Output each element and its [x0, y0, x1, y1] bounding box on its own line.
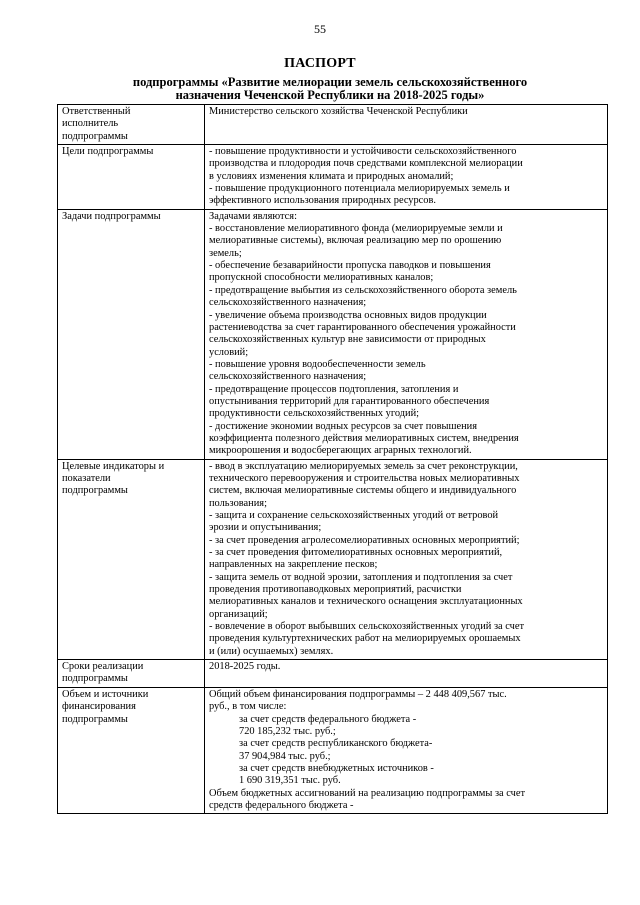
row-label-line: Объем и источники — [62, 688, 149, 700]
row-content-line: сельскохозяйственного назначения; — [209, 297, 367, 309]
passport-table — [57, 104, 608, 814]
row-label-cell — [58, 459, 205, 660]
row-label-cell — [58, 687, 205, 813]
financing-line: руб., в том числе: — [209, 701, 287, 713]
row-label-line: Сроки реализации — [62, 661, 144, 673]
document-title: ПАСПОРТ — [284, 56, 356, 71]
row-content-line: - ввод в эксплуатацию мелиорируемых земель за счет реконструкции, — [209, 460, 518, 472]
table-row — [58, 209, 608, 459]
row-content-line: - предотвращение выбытия из сельскохозяйственного оборота земель — [209, 284, 517, 296]
row-label-line: подпрограммы — [62, 713, 128, 725]
row-content-line: систем, включая мелиоративные системы общего и индивидуального — [209, 485, 517, 497]
row-content-line: сельскохозяйственных культур вне зависимости от природных — [209, 334, 486, 346]
row-content-cell — [205, 209, 608, 459]
row-content-line: производства и плодородия почв средствами комплексной мелиорации — [209, 158, 523, 170]
row-label-cell — [58, 209, 205, 459]
row-content-line: Министерство сельского хозяйства Чеченской Республики — [209, 106, 468, 117]
financing-line: Общий объем финансирования подпрограммы – 2 448 409,567 тыс. — [209, 688, 507, 700]
row-content-line: эрозии и опустынивания; — [209, 522, 322, 534]
subtitle-line: подпрограммы «Развитие мелиорации земель сельскохозяйственного — [132, 75, 528, 89]
row-content-line: - повышение продуктивности и устойчивости сельскохозяйственного — [209, 146, 517, 158]
row-content-line: эффективного использования природных ресурсов. — [209, 195, 436, 207]
row-label-line: Ответственный — [62, 106, 131, 117]
row-label-line: Задачи подпрограммы — [62, 210, 161, 222]
row-content-line: в условиях изменения климата и природных аномалий; — [209, 170, 454, 182]
row-label-cell — [58, 660, 205, 688]
row-content-line: - достижение экономии водных ресурсов за счет повышения — [209, 420, 477, 432]
table-row — [58, 145, 608, 210]
row-content-line: проведения противопаводковых мероприятий, расчистки — [209, 584, 462, 596]
row-content-line: земель; — [209, 247, 242, 259]
financing-line: 37 904,984 тыс. руб.; — [239, 750, 331, 762]
row-label-line: Целевые индикаторы и — [62, 460, 165, 472]
row-content-line: Задачами являются: — [209, 210, 297, 222]
page-number: 55 — [314, 22, 326, 36]
financing-line: за счет средств внебюджетных источников - — [239, 762, 434, 774]
row-label-line: финансирования — [62, 701, 136, 713]
row-content-cell — [205, 145, 608, 210]
row-content-line: 2018-2025 годы. — [209, 661, 281, 673]
row-label-line: исполнитель — [62, 118, 119, 130]
row-content-line: технического перевооружения и строительства новых мелиоративных — [209, 472, 520, 484]
row-content-line: и (или) осушаемых) землях. — [209, 645, 334, 657]
financing-line: Объем бюджетных ассигнований на реализацию подпрограммы за счет — [209, 787, 526, 799]
subtitle-line: назначения Чеченской Республики на 2018-2025 годы» — [175, 88, 485, 102]
row-content-line: - вовлечение в оборот выбывших сельскохозяйственных угодий за счет — [209, 621, 525, 633]
row-content-line: пропускной способности мелиоративных каналов; — [209, 272, 434, 284]
row-content-line: мелиоративные системы), включая реализацию мер по орошению — [209, 235, 502, 247]
row-content-cell — [205, 105, 608, 145]
row-label-line: подпрограммы — [62, 130, 128, 142]
row-content-line: продуктивности сельскохозяйственных угодий; — [209, 408, 420, 420]
row-label-line: Цели подпрограммы — [62, 146, 154, 158]
table-row — [58, 459, 608, 660]
financing-line: 1 690 319,351 тыс. руб. — [239, 775, 341, 787]
financing-line: за счет средств республиканского бюджета- — [239, 738, 433, 750]
row-content-line: микроорошения и водосберегающих аграрных технологий. — [209, 445, 472, 457]
row-content-line: сельскохозяйственного назначения; — [209, 371, 367, 383]
row-content-line: коэффициента полезного действия мелиоративных систем, внедрения — [209, 432, 519, 444]
row-content-line: пользования; — [209, 497, 267, 509]
row-content-cell — [205, 660, 608, 688]
row-label-cell — [58, 145, 205, 210]
financing-line: 720 185,232 тыс. руб.; — [239, 725, 336, 737]
row-content-line: - предотвращение процессов подтопления, затопления и — [209, 383, 459, 395]
row-content-cell — [205, 459, 608, 660]
row-content-line: - увеличение объема производства основных видов продукции — [209, 309, 487, 321]
row-content-cell — [205, 687, 608, 813]
row-label-cell — [58, 105, 205, 145]
table-row — [58, 660, 608, 688]
row-content-line: - за счет проведения агролесомелиоративных основных мероприятий; — [209, 534, 520, 546]
financing-line: средств федерального бюджета - — [209, 799, 354, 811]
row-content-line: опустынивания территорий для гарантированного обеспечения — [209, 395, 490, 407]
row-label-line: показатели — [62, 472, 111, 484]
row-content-line: растениеводства за счет гарантированного обеспечения урожайности — [209, 321, 516, 333]
row-content-line: - за счет проведения фитомелиоративных основных мероприятий, — [209, 547, 503, 559]
financing-line: за счет средств федерального бюджета - — [239, 713, 417, 725]
row-content-line: - защита и сохранение сельскохозяйственных угодий от ветровой — [209, 510, 499, 521]
table-row — [58, 687, 608, 813]
row-content-line: - восстановление мелиоративного фонда (мелиорируемые земли и — [209, 223, 503, 235]
row-content-line: - обеспечение безаварийности пропуска паводков и повышения — [209, 260, 491, 272]
row-content-line: - повышение уровня водообеспеченности земель — [209, 358, 426, 370]
row-label-line: подпрограммы — [62, 673, 128, 685]
row-content-line: - защита земель от водной эрозии, затопления и подтопления за счет — [209, 571, 513, 583]
row-content-line: проведения культуртехнических работ на мелиорируемых орошаемых — [209, 633, 521, 645]
document-subtitle — [60, 76, 600, 102]
row-content-line: - повышение продукционного потенциала мелиорируемых земель и — [209, 183, 510, 195]
table-row — [58, 105, 608, 145]
row-content-line: условий; — [209, 346, 249, 358]
row-content-line: направленных на закрепление песков; — [209, 559, 378, 571]
row-content-line: организаций; — [209, 608, 268, 620]
row-label-line: подпрограммы — [62, 485, 128, 497]
row-content-line: мелиоративных каналов и технического оснащения эксплуатационных — [209, 596, 523, 608]
